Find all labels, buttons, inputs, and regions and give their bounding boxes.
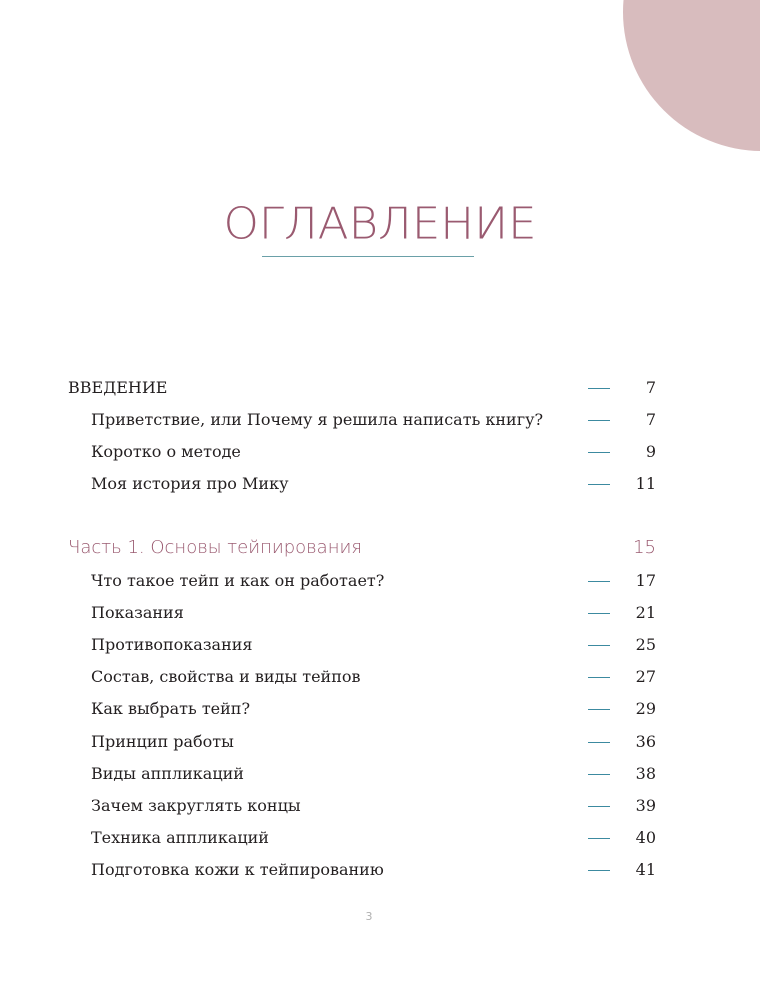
toc-entry-dash bbox=[588, 484, 610, 485]
toc-entry-dash bbox=[588, 742, 610, 743]
toc-entry-dash bbox=[588, 806, 610, 807]
toc-entry-title: Принцип работы bbox=[91, 732, 234, 751]
toc-entry-dash bbox=[588, 613, 610, 614]
toc-entry-dash bbox=[588, 388, 610, 389]
toc-entry-title: Показания bbox=[91, 603, 184, 622]
toc-entry-title: Коротко о методе bbox=[91, 442, 241, 461]
toc-entry-page: 11 bbox=[635, 474, 656, 493]
toc-entry-page: 25 bbox=[635, 635, 656, 654]
toc-entry-page: 7 bbox=[645, 410, 656, 429]
toc-entry-page: 40 bbox=[635, 828, 656, 847]
toc-entry[interactable] bbox=[0, 762, 760, 792]
toc-entry-page: 7 bbox=[645, 378, 656, 397]
toc-entry[interactable] bbox=[0, 697, 760, 727]
toc-entry-title: Моя история про Мику bbox=[91, 474, 289, 493]
toc-entry-title: Техника аппликаций bbox=[91, 828, 269, 847]
toc-entry-page: 17 bbox=[635, 571, 656, 590]
toc-entry-title: ВВЕДЕНИЕ bbox=[68, 378, 168, 397]
toc-entry[interactable] bbox=[0, 569, 760, 599]
toc-entry-page: 21 bbox=[635, 603, 656, 622]
toc-entry-page: 38 bbox=[635, 764, 656, 783]
toc-entry-page: 36 bbox=[635, 732, 656, 751]
toc-entry-dash bbox=[588, 645, 610, 646]
toc-entry[interactable] bbox=[0, 826, 760, 856]
toc-part-page: 15 bbox=[633, 537, 656, 558]
toc-entry-page: 9 bbox=[645, 442, 656, 461]
decorative-circle bbox=[623, 0, 760, 151]
toc-entry[interactable] bbox=[0, 440, 760, 470]
toc-entry-title: Противопоказания bbox=[91, 635, 253, 654]
toc-entry-dash bbox=[588, 581, 610, 582]
toc-entry-title: Как выбрать тейп? bbox=[91, 699, 251, 718]
toc-entry-dash bbox=[588, 870, 610, 871]
page-title: ОГЛАВЛЕНИЕ bbox=[223, 197, 537, 250]
toc-entry-page: 27 bbox=[635, 667, 656, 686]
toc-entry-title: Подготовка кожи к тейпированию bbox=[91, 860, 384, 879]
toc-entry[interactable] bbox=[0, 858, 760, 888]
page-number: 3 bbox=[365, 910, 373, 923]
toc-entry[interactable] bbox=[0, 601, 760, 631]
toc-entry-page: 39 bbox=[635, 796, 656, 815]
toc-entry-title: Что такое тейп и как он работает? bbox=[91, 571, 385, 590]
title-underline bbox=[262, 256, 474, 257]
toc-entry-dash bbox=[588, 774, 610, 775]
toc-entry[interactable] bbox=[0, 665, 760, 695]
toc-entry[interactable] bbox=[0, 730, 760, 760]
toc-part-title: Часть 1. Основы тейпирования bbox=[68, 537, 362, 558]
toc-entry[interactable] bbox=[0, 408, 760, 438]
toc-entry-page: 41 bbox=[635, 860, 656, 879]
toc-entry[interactable] bbox=[0, 633, 760, 663]
toc-entry-title: Состав, свойства и виды тейпов bbox=[91, 667, 361, 686]
toc-entry[interactable] bbox=[0, 794, 760, 824]
toc-entry-dash bbox=[588, 838, 610, 839]
toc-entry-dash bbox=[588, 452, 610, 453]
toc-entry[interactable] bbox=[0, 376, 760, 406]
toc-entry-title: Виды аппликаций bbox=[91, 764, 244, 783]
toc-entry[interactable] bbox=[0, 472, 760, 502]
toc-entry-dash bbox=[588, 709, 610, 710]
toc-entry-page: 29 bbox=[635, 699, 656, 718]
toc-entry-title: Зачем закруглять концы bbox=[91, 796, 301, 815]
toc-part-heading[interactable] bbox=[0, 536, 760, 566]
toc-entry-dash bbox=[588, 420, 610, 421]
toc-entry-title: Приветствие, или Почему я решила написать книгу? bbox=[91, 410, 544, 429]
toc-entry-dash bbox=[588, 677, 610, 678]
